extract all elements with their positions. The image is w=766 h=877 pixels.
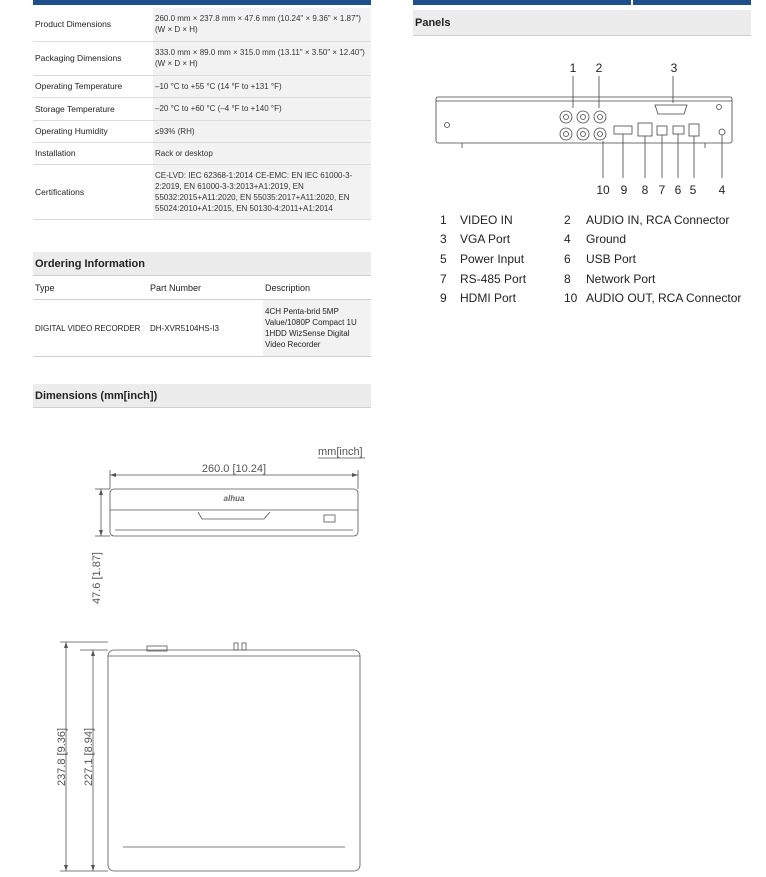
rca-connector-icon — [598, 115, 603, 120]
callout-number: 4 — [718, 183, 726, 197]
bnc-connector-icon — [564, 132, 569, 137]
bnc-connector-icon — [577, 128, 589, 140]
legend-number: 6 — [564, 251, 571, 266]
hdmi-port-icon — [614, 126, 632, 134]
spec-value: –10 °C to +55 °C (14 °F to +131 °F) — [153, 75, 371, 97]
width-label: 260.0 [10.24] — [201, 463, 267, 475]
callout-number: 9 — [620, 183, 628, 197]
legend-number: 1 — [440, 212, 447, 227]
legend-label: Network Port — [586, 271, 656, 286]
unit-label: mm[inch] — [318, 446, 363, 458]
legend-label: USB Port — [586, 251, 637, 266]
bnc-connector-icon — [560, 111, 572, 123]
bnc-connector-icon — [564, 115, 569, 120]
height-label: 47.6 [1.87] — [91, 552, 103, 604]
spec-label: Operating Humidity — [33, 120, 153, 142]
legend-number: 3 — [440, 232, 447, 247]
screw-icon — [717, 105, 722, 110]
bnc-connector-icon — [577, 111, 589, 123]
legend-label: Power Input — [460, 251, 525, 266]
legend-label: AUDIO OUT, RCA Connector — [586, 291, 742, 306]
legend-number: 10 — [564, 291, 578, 306]
vga-port-icon — [655, 105, 687, 114]
bnc-connector-icon — [581, 115, 586, 120]
legend-row — [440, 210, 760, 230]
legend-row — [440, 230, 760, 250]
spec-label: Operating Temperature — [33, 75, 153, 97]
legend-label: VIDEO IN — [460, 212, 513, 227]
spec-label: Certifications — [33, 164, 153, 219]
spec-value: –20 °C to +60 °C (–4 °F to +140 °F) — [153, 97, 371, 120]
callout-number: 1 — [569, 61, 577, 75]
panel-legend — [440, 210, 760, 308]
depth-outer-label: 237.8 [9.36] — [56, 727, 68, 787]
callout-number: 8 — [641, 183, 649, 197]
legend-number: 8 — [564, 271, 571, 286]
rca-connector-icon — [598, 132, 603, 137]
callout-number: 10 — [596, 183, 610, 197]
dimensions-heading: Dimensions (mm[inch]) — [33, 384, 371, 408]
legend-number: 9 — [440, 291, 447, 306]
legend-label: AUDIO IN, RCA Connector — [586, 212, 730, 227]
spec-value: Rack or desktop — [153, 142, 371, 164]
callout-number: 3 — [670, 61, 678, 75]
network-port-icon — [638, 123, 652, 136]
legend-number: 5 — [440, 251, 447, 266]
rs485-port-icon — [657, 126, 667, 135]
ground-terminal-icon — [719, 129, 725, 135]
legend-label: RS-485 Port — [460, 271, 527, 286]
spec-value: CE-LVD: IEC 62368-1:2014 CE-EMC: EN IEC 61000-3-2:2019, EN 61000-3-3:2013+A1:2019, EN 55032:2015+A11:2020, EN 55035:2017+A11:2020, EN 55024:2010+A1:2015, EN 50130-4:2011+A1:2014 — [153, 164, 371, 219]
spec-value: 333.0 mm × 89.0 mm × 315.0 mm (13.11" × 3.50" × 12.40") (W × D × H) — [153, 41, 371, 75]
spec-label: Storage Temperature — [33, 97, 153, 120]
ordering-heading: Ordering Information — [33, 252, 371, 276]
spec-label: Packaging Dimensions — [33, 41, 153, 75]
legend-label: HDMI Port — [460, 291, 517, 306]
ordering-type: DIGITAL VIDEO RECORDER — [33, 300, 148, 357]
legend-label: VGA Port — [460, 232, 511, 247]
legend-row — [440, 288, 760, 308]
ordering-part-number: DH-XVR5104HS-I3 — [148, 300, 263, 357]
legend-number: 4 — [564, 232, 571, 247]
rca-connector-icon — [594, 111, 606, 123]
column-header: Type — [33, 277, 148, 300]
spec-label: Product Dimensions — [33, 8, 153, 41]
column-header: Description — [263, 277, 371, 300]
legend-number: 2 — [564, 212, 571, 227]
legend-row — [440, 269, 760, 289]
legend-row — [440, 249, 760, 269]
spec-value: 260.0 mm × 237.8 mm × 47.6 mm (10.24" × 9.36" × 1.87") (W × D × H) — [153, 8, 371, 41]
column-header: Part Number — [148, 277, 263, 300]
rca-connector-icon — [594, 128, 606, 140]
ordering-description: 4CH Penta-brid 5MP Value/1080P Compact 1U 1HDD WizSense Digital Video Recorder — [263, 300, 371, 357]
legend-label: Ground — [586, 232, 627, 247]
power-input-icon — [689, 124, 699, 136]
bnc-connector-icon — [581, 132, 586, 137]
usb-port-icon — [673, 126, 684, 134]
callout-number: 6 — [674, 183, 682, 197]
brand-logo: alhua — [223, 494, 245, 503]
spec-value: ≤93% (RH) — [153, 120, 371, 142]
callout-number: 5 — [689, 183, 697, 197]
spec-label: Installation — [33, 142, 153, 164]
panels-heading: Panels — [413, 10, 751, 36]
callout-number: 7 — [658, 183, 666, 197]
bnc-connector-icon — [560, 128, 572, 140]
callout-number: 2 — [595, 61, 603, 75]
legend-number: 7 — [440, 271, 447, 286]
depth-inner-label: 227.1 [8.94] — [83, 727, 95, 787]
screw-icon — [445, 123, 450, 128]
